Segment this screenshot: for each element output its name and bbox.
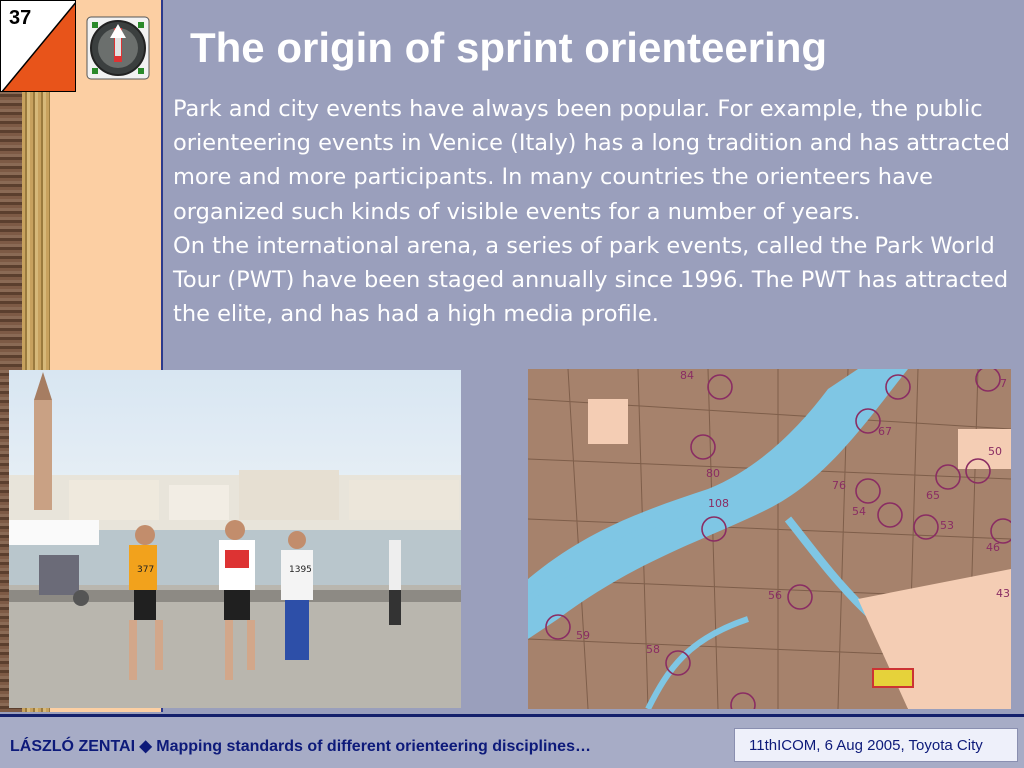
control-54: 54 xyxy=(852,505,866,518)
footer-subtitle: Mapping standards of different orienteering disciplines… xyxy=(156,738,591,755)
runner-bib-2: 1395 xyxy=(289,565,312,575)
body-paragraph-2: On the international arena, a series of park events, called the Park World Tour (PWT) have been staged annually since 1996. The PWT has attracted the elite, and has had a high media profile. xyxy=(173,232,1009,328)
slide-number: 37 xyxy=(9,7,32,29)
control-84: 84 xyxy=(680,369,694,382)
slide-number-badge xyxy=(0,0,76,92)
venice-orienteering-map xyxy=(528,369,1011,709)
compass-icon xyxy=(86,16,150,80)
control-43: 43 xyxy=(996,587,1010,600)
footer-event: 11thICOM, 6 Aug 2005, Toyota City xyxy=(749,737,983,754)
footer-separator-icon: ◆ xyxy=(139,738,152,755)
control-59: 59 xyxy=(576,629,590,642)
map-canvas xyxy=(528,369,1011,709)
venice-runners-photo xyxy=(9,370,461,708)
control-67: 67 xyxy=(878,425,892,438)
footer-event-box xyxy=(734,728,1018,762)
control-80: 80 xyxy=(706,467,720,480)
control-53: 53 xyxy=(940,519,954,532)
control-50: 50 xyxy=(988,445,1002,458)
control-46: 46 xyxy=(986,541,1000,554)
runner-bib-1: 377 xyxy=(137,565,155,575)
body-paragraph-1: Park and city events have always been popular. For example, the public orienteering events in Venice (Italy) has a long tradition and has attracted more and more participants. In many countries the orienteers have organized such kinds of visible events for a number of years. xyxy=(173,96,1010,225)
control-76: 76 xyxy=(832,479,846,492)
control-65: 65 xyxy=(926,489,940,502)
slide-body xyxy=(173,92,1018,331)
footer-author: LÁSZLÓ ZENTAI xyxy=(10,738,136,755)
page-title: The origin of sprint orienteering xyxy=(190,24,828,71)
control-58: 58 xyxy=(646,643,660,656)
control-108: 108 xyxy=(708,497,729,510)
control-56: 56 xyxy=(768,589,782,602)
footer-caption xyxy=(10,736,591,756)
control-7: 7 xyxy=(1000,377,1007,390)
